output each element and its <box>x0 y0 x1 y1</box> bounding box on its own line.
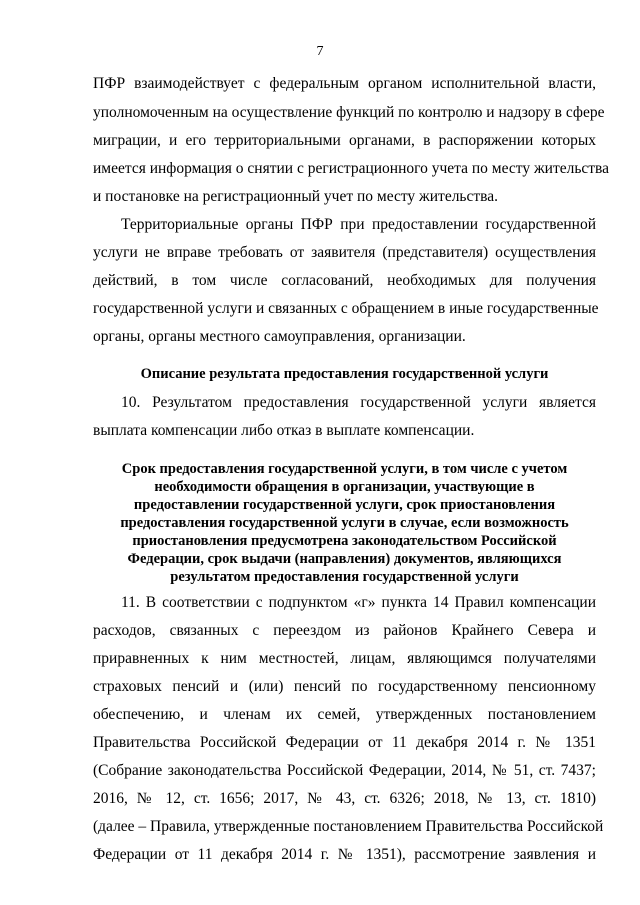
paragraph-4-line: 2016, № 12, ст. 1656; 2017, № 43, ст. 6326; 2018, № 13, ст. 1810) <box>93 790 596 807</box>
section-heading-term-line: необходимости обращения в организации, участвующие в <box>154 479 535 495</box>
paragraph-4-line: Правительства Российской Федерации от 11 декабря 2014 г. № 1351 <box>93 734 596 751</box>
paragraph-2-line: государственной услуги и связанных с обращением в иные государственные <box>93 300 599 317</box>
paragraph-3-line: выплата компенсации либо отказ в выплате компенсации. <box>93 422 475 439</box>
section-heading-term-line: предоставлении государственной услуги, срок приостановления <box>133 497 556 513</box>
paragraph-1-line: уполномоченным на осуществление функций по контролю и надзору в сфере <box>93 104 605 121</box>
paragraph-1-line: и постановке на регистрационный учет по месту жительства. <box>93 188 499 205</box>
page-number: 7 <box>316 44 324 59</box>
paragraph-4-line: обеспечению, и членам их семей, утвержденных постановлением <box>93 706 596 723</box>
paragraph-1-line: ПФР взаимодействует с федеральным органом исполнительной власти, <box>93 75 596 92</box>
paragraph-4-line: страховых пенсий и (или) пенсий по государственному пенсионному <box>93 678 596 695</box>
paragraph-1-line: миграции, и его территориальными органами, в распоряжении которых <box>93 132 596 149</box>
paragraph-4-line: (далее – Правила, утвержденные постановлением Правительства Российской <box>93 818 604 835</box>
paragraph-3-line: 10. Результатом предоставления государственной услуги является <box>121 394 596 411</box>
section-heading-result: Описание результата предоставления государственной услуги <box>140 366 549 382</box>
paragraph-4-line: (Собрание законодательства Российской Федерации, 2014, № 51, ст. 7437; <box>93 762 596 779</box>
section-heading-term-line: Срок предоставления государственной услуги, в том числе с учетом <box>121 461 568 477</box>
section-heading-term-line: Федерации, срок выдачи (направления) документов, являющихся <box>127 551 562 567</box>
paragraph-2-line: услуги не вправе требовать от заявителя (представителя) осуществления <box>93 244 596 261</box>
paragraph-4-line: приравненных к ним местностей, лицам, являющимся получателями <box>93 650 596 667</box>
section-heading-term-line: приостановления предусмотрена законодательством Российской <box>132 533 557 549</box>
paragraph-2-line: Территориальные органы ПФР при предоставлении государственной <box>121 216 596 233</box>
section-heading-term-line: предоставления государственной услуги в случае, если возможность <box>120 515 569 531</box>
section-heading-term-line: результатом предоставления государственной услуги <box>170 569 519 585</box>
paragraph-2-line: органы, органы местного самоуправления, организации. <box>93 328 466 345</box>
paragraph-4-line: расходов, связанных с переездом из районов Крайнего Севера и <box>93 622 596 639</box>
paragraph-4-line: 11. В соответствии с подпунктом «г» пункта 14 Правил компенсации <box>121 594 596 611</box>
paragraph-1-line: имеется информация о снятии с регистрационного учета по месту жительства <box>93 160 610 177</box>
paragraph-2-line: действий, в том числе согласований, необходимых для получения <box>93 272 596 289</box>
paragraph-4-line: Федерации от 11 декабря 2014 г. № 1351), рассмотрение заявления и <box>93 846 596 863</box>
